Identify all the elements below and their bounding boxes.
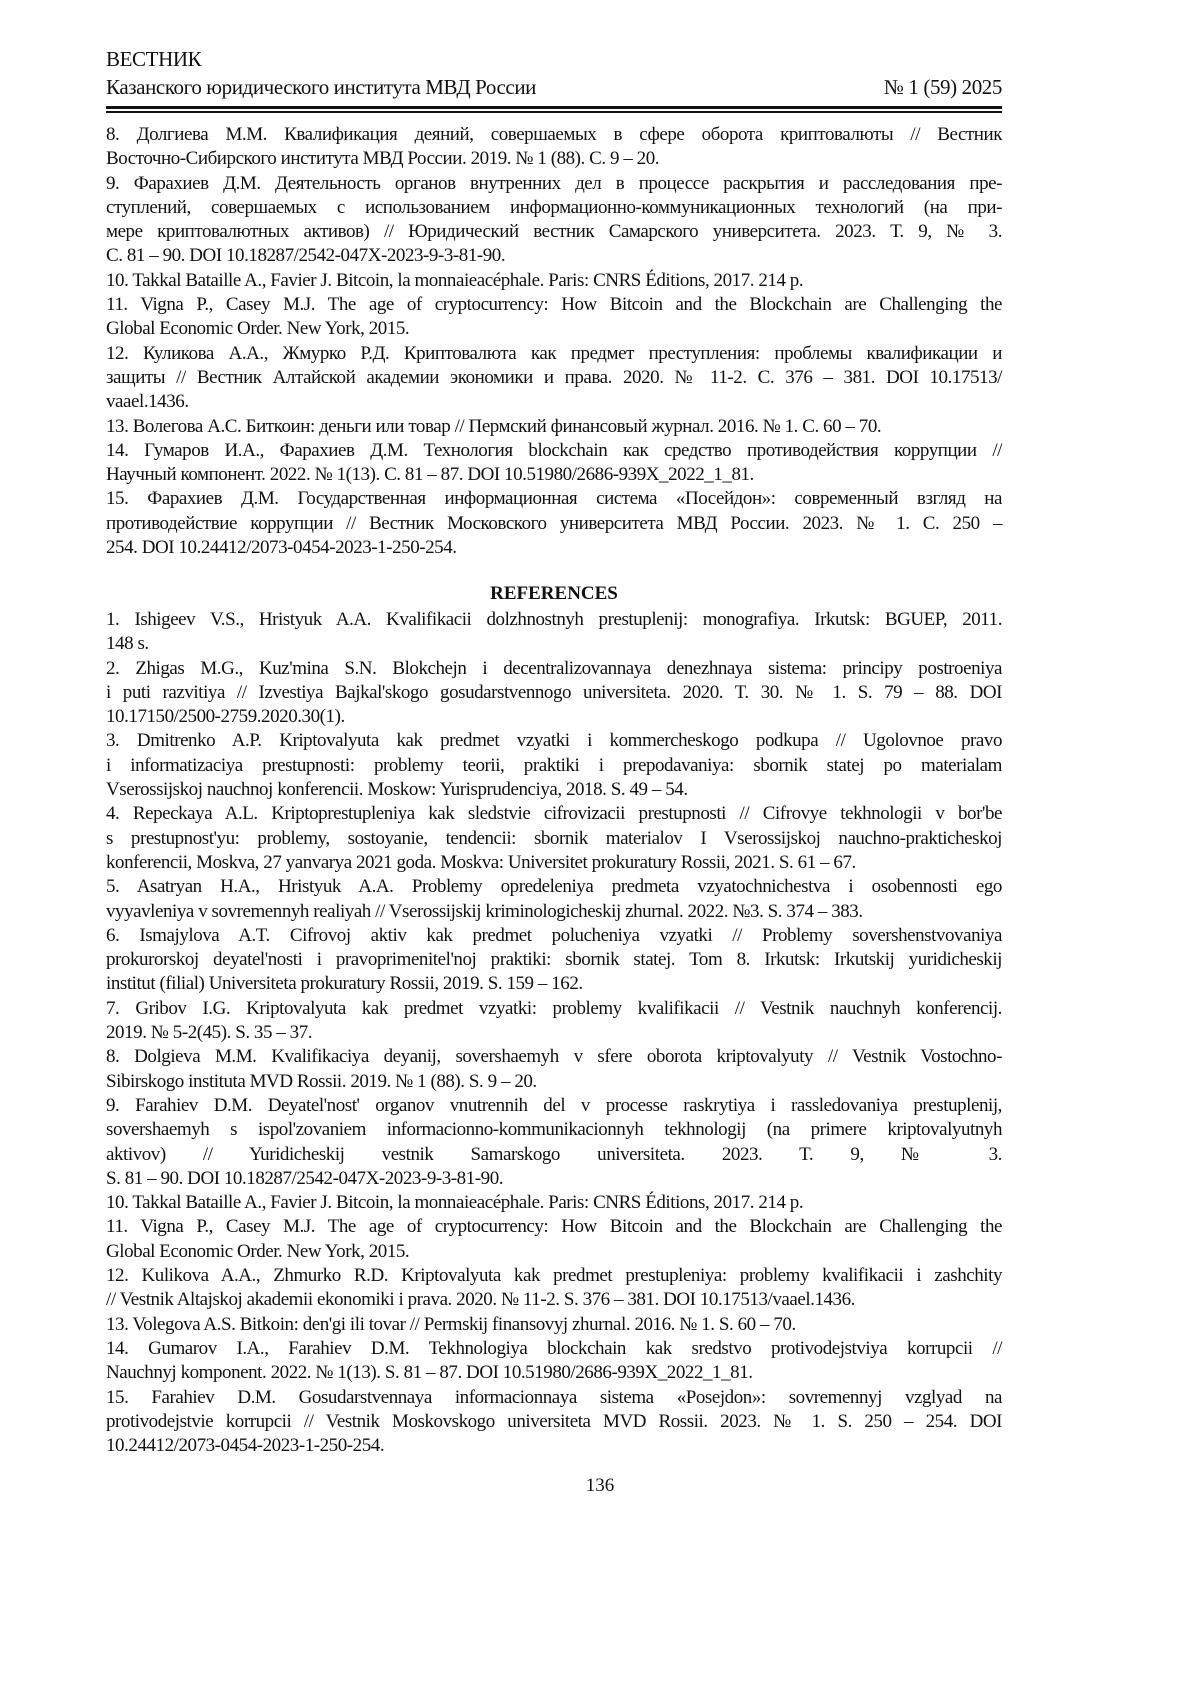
reference-line: S. 81 – 90. DOI 10.18287/2542-047X-2023-9-3-81-90. bbox=[106, 1167, 504, 1189]
reference-line: 148 s. bbox=[106, 633, 149, 655]
reference-item bbox=[106, 172, 1002, 269]
reference-line: sovershaemyh s ispol'zovaniem informacionno-kommunikacionnyh tekhnologij (na primere kriptovalyutnyh bbox=[106, 1119, 1002, 1141]
reference-item bbox=[106, 487, 1002, 560]
reference-line: vyyavleniya v sovremennyh realiyah // Vserossijskij kriminologicheskij zhurnal. 2022. №3. S. 374 – 383. bbox=[106, 900, 863, 922]
journal-title: ВЕСТНИК bbox=[106, 47, 202, 71]
reference-line: 3. Dmitrenko A.P. Kriptovalyuta kak predmet vzyatki i kommercheskogo podkupa // Ugolovnoe pravo bbox=[106, 730, 1002, 752]
reference-line: С. 81 – 90. DOI 10.18287/2542-047X-2023-9-3-81-90. bbox=[106, 245, 506, 267]
reference-item bbox=[106, 729, 1002, 802]
reference-line: 13. Волегова А.С. Биткоин: деньги или товар // Пермский финансовый журнал. 2016. № 1. С. 60 – 70. bbox=[106, 415, 882, 437]
reference-item bbox=[106, 1313, 1002, 1337]
reference-line: Global Economic Order. New York, 2015. bbox=[106, 318, 410, 340]
reference-item bbox=[106, 293, 1002, 342]
header-rule-thin bbox=[106, 111, 1002, 113]
reference-line: konferencii, Moskva, 27 yanvarya 2021 goda. Moskva: Universitet prokuratury Rossii, 2021. S. 61 – 67. bbox=[106, 851, 856, 873]
reference-item bbox=[106, 269, 1002, 293]
reference-item bbox=[106, 1215, 1002, 1264]
reference-line: // Vestnik Altajskoj akademii ekonomiki i prava. 2020. № 11-2. S. 376 – 381. DOI 10.17513/vaael.1436. bbox=[106, 1289, 855, 1311]
reference-line: 4. Repeckaya A.L. Kriptoprestupleniya kak sledstvie cifrovizacii prestupnosti // Cifrovye tekhnologii v bor'be bbox=[106, 803, 1002, 825]
reference-line: Восточно-Сибирского института МВД России. 2019. № 1 (88). С. 9 – 20. bbox=[106, 148, 660, 170]
reference-item bbox=[106, 1386, 1002, 1459]
reference-item bbox=[106, 608, 1002, 657]
reference-line: Nauchnyj komponent. 2022. № 1(13). S. 81 – 87. DOI 10.51980/2686-939X_2022_1_81. bbox=[106, 1362, 753, 1384]
reference-line: 13. Volegova A.S. Bitkoin: den'gi ili tovar // Permskij finansovyj zhurnal. 2016. № 1. S. 60 – 70. bbox=[106, 1313, 796, 1335]
reference-line: 15. Фарахиев Д.М. Государственная информационная система «Посейдон»: современный взгляд на bbox=[106, 488, 1002, 510]
reference-line: 10.17150/2500-2759.2020.30(1). bbox=[106, 706, 345, 728]
reference-list-russian bbox=[106, 123, 1002, 560]
page-number: 136 bbox=[585, 1475, 615, 1496]
reference-line: 11. Vigna P., Casey M.J. The age of cryptocurrency: How Bitcoin and the Blockchain are Challenging the bbox=[106, 294, 1002, 316]
reference-line: Научный компонент. 2022. № 1(13). С. 81 – 87. DOI 10.51980/2686-939X_2022_1_81. bbox=[106, 464, 754, 486]
reference-item bbox=[106, 1264, 1002, 1313]
reference-item bbox=[106, 1094, 1002, 1191]
header-rule-thick bbox=[106, 106, 1002, 109]
reference-line: мере криптовалютных активов) // Юридический вестник Самарского университета. 2023. Т. 9, № 3. bbox=[106, 221, 1002, 243]
reference-item bbox=[106, 439, 1002, 488]
reference-item bbox=[106, 415, 1002, 439]
reference-line: 9. Фарахиев Д.М. Деятельность органов внутренних дел в процессе раскрытия и расследования пре- bbox=[106, 172, 1002, 194]
reference-item bbox=[106, 875, 1002, 924]
reference-item bbox=[106, 997, 1002, 1046]
reference-line: 9. Farahiev D.M. Deyatel'nost' organov vnutrennih del v processe raskrytiya i rassledovaniya prestuplenij, bbox=[106, 1094, 1002, 1116]
reference-item bbox=[106, 802, 1002, 875]
reference-line: 7. Gribov I.G. Kriptovalyuta kak predmet vzyatki: problemy kvalifikacii // Vestnik nauchnyh konferencij. bbox=[106, 997, 1002, 1019]
reference-line: 12. Куликова А.А., Жмурко Р.Д. Криптовалюта как предмет преступления: проблемы квалификации и bbox=[106, 342, 1002, 364]
reference-line: 15. Farahiev D.M. Gosudarstvennaya informacionnaya sistema «Posejdon»: sovremennyj vzglyad na bbox=[106, 1386, 1002, 1408]
reference-line: 14. Гумаров И.А., Фарахиев Д.М. Технология blockchain как средство противодействия коррупции // bbox=[106, 439, 1002, 461]
reference-item bbox=[106, 1045, 1002, 1094]
reference-line: 8. Долгиева М.М. Квалификация деяний, совершаемых в сфере оборота криптовалюты // Вестник bbox=[106, 124, 1002, 145]
reference-item bbox=[106, 1191, 1002, 1215]
reference-line: 254. DOI 10.24412/2073-0454-2023-1-250-254. bbox=[106, 537, 457, 559]
reference-line: 10. Takkal Bataille A., Favier J. Bitcoin, la monnaieacéphale. Paris: CNRS Éditions, 2017. 214 p. bbox=[106, 269, 804, 291]
reference-line: institut (filial) Universiteta prokuratury Rossii, 2019. S. 159 – 162. bbox=[106, 973, 583, 995]
reference-line: prokurorskoj deyatel'nosti i pravoprimenitel'noj praktiki: sbornik statej. Tom 8. Irkutsk: Irkutskij yuridicheskij bbox=[106, 949, 1002, 971]
reference-line: i puti razvitiya // Izvestiya Bajkal'skogo gosudarstvennogo universiteta. 2020. T. 30. № 1. S. 79 – 88. DOI bbox=[106, 681, 1002, 703]
reference-line: 14. Gumarov I.A., Farahiev D.M. Tekhnologiya blockchain kak sredstvo protivodejstviya korrupcii // bbox=[106, 1337, 1002, 1359]
reference-line: 2019. № 5-2(45). S. 35 – 37. bbox=[106, 1022, 313, 1044]
reference-item bbox=[106, 657, 1002, 730]
reference-line: 10.24412/2073-0454-2023-1-250-254. bbox=[106, 1435, 385, 1457]
reference-line: 5. Asatryan H.A., Hristyuk A.A. Problemy opredeleniya predmeta vzyatochnichestva i osobennosti ego bbox=[106, 876, 1002, 898]
reference-line: 1. Ishigeev V.S., Hristyuk A.A. Kvalifikacii dolzhnostnyh prestuplenij: monografiya. Irkutsk: BGUEP, 2011. bbox=[106, 609, 1002, 630]
reference-line: противодействие коррупции // Вестник Московского университета МВД России. 2023. № 1. С. 250 – bbox=[106, 512, 1002, 534]
reference-line: aktivov) // Yuridicheskij vestnik Samarskogo universiteta. 2023. T. 9, № 3. bbox=[106, 1143, 1002, 1165]
references-heading: REFERENCES bbox=[490, 583, 618, 604]
reference-line: защиты // Вестник Алтайской академии экономики и права. 2020. № 11-2. С. 376 – 381. DOI 10.17513/ bbox=[106, 366, 1002, 388]
reference-line: 11. Vigna P., Casey M.J. The age of cryptocurrency: How Bitcoin and the Blockchain are Challenging the bbox=[106, 1216, 1002, 1238]
reference-line: 12. Kulikova A.A., Zhmurko R.D. Kriptovalyuta kak predmet prestupleniya: problemy kvalifikacii i zashchity bbox=[106, 1265, 1002, 1287]
reference-item bbox=[106, 1337, 1002, 1386]
reference-line: Sibirskogo instituta MVD Rossii. 2019. № 1 (88). S. 9 – 20. bbox=[106, 1070, 537, 1092]
reference-list-english bbox=[106, 608, 1002, 1458]
running-header bbox=[106, 75, 1002, 100]
reference-item bbox=[106, 924, 1002, 997]
reference-line: 6. Ismajylova A.T. Cifrovoj aktiv kak predmet polucheniya vzyatki // Problemy sovershenstvovaniya bbox=[106, 924, 1002, 946]
reference-line: protivodejstvie korrupcii // Vestnik Moskovskogo universiteta MVD Rossii. 2023. № 1. S. 250 – 254. DOI bbox=[106, 1410, 1002, 1432]
reference-line: s prestupnost'yu: problemy, sostoyanie, tendencii: sbornik materialov I Vserossijskoj nauchno-prakticheskoj bbox=[106, 827, 1002, 849]
reference-line: 2. Zhigas M.G., Kuz'mina S.N. Blokchejn i decentralizovannaya denezhnaya sistema: principy postroeniya bbox=[106, 657, 1002, 679]
reference-line: Global Economic Order. New York, 2015. bbox=[106, 1240, 410, 1262]
reference-item bbox=[106, 342, 1002, 415]
reference-line: Vserossijskoj nauchnoj konferencii. Moskow: Yurisprudenciya, 2018. S. 49 – 54. bbox=[106, 779, 688, 801]
reference-line: ступлений, совершаемых с использованием информационно-коммуникационных технологий (на при- bbox=[106, 196, 1002, 218]
reference-item bbox=[106, 123, 1002, 172]
issue-number: № 1 (59) 2025 bbox=[883, 75, 1002, 99]
reference-line: 8. Dolgieva M.M. Kvalifikaciya deyanij, sovershaemyh v sfere oborota kriptovalyuty // Vestnik Vostochno- bbox=[106, 1046, 1002, 1068]
reference-line: 10. Takkal Bataille A., Favier J. Bitcoin, la monnaieacéphale. Paris: CNRS Éditions, 2017. 214 p. bbox=[106, 1192, 804, 1214]
journal-subtitle: Казанского юридического института МВД России bbox=[106, 75, 537, 99]
reference-line: i informatizaciya prestupnosti: problemy teorii, praktiki i prepodavaniya: sbornik statej po materialam bbox=[106, 754, 1002, 776]
reference-line: vaael.1436. bbox=[106, 391, 189, 413]
